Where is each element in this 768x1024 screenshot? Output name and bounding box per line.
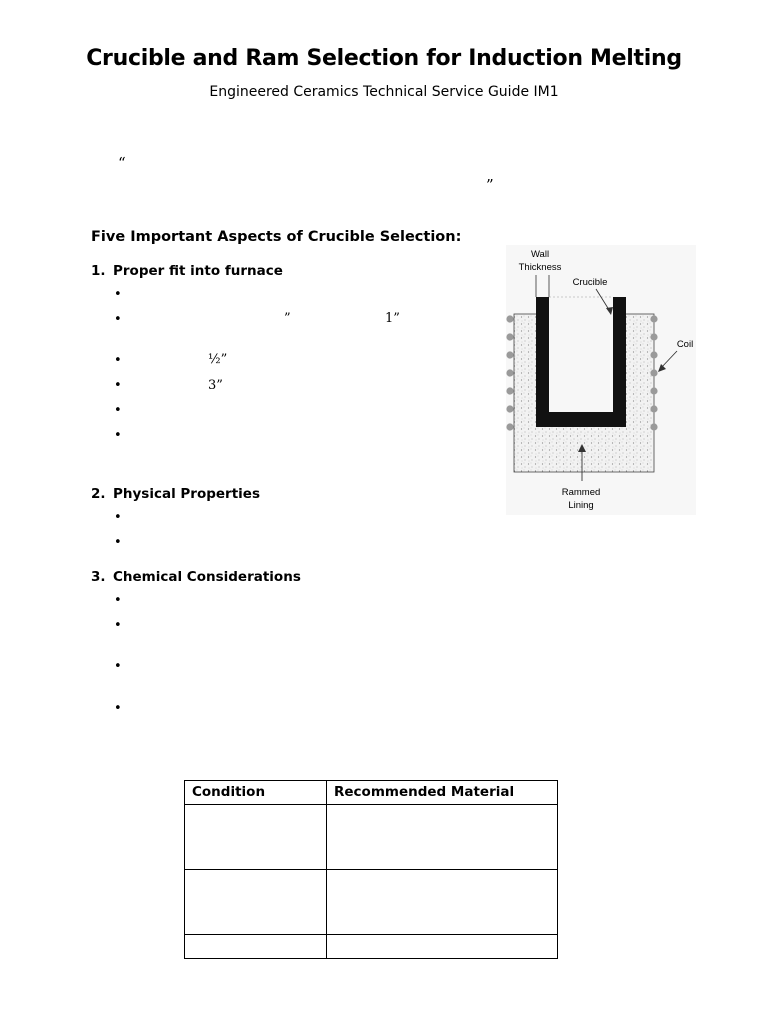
crucible-furnace-diagram xyxy=(506,245,696,515)
section-number: 2. xyxy=(91,486,106,502)
cell-material xyxy=(327,935,558,959)
section-title: Chemical Considerations xyxy=(113,569,301,585)
opening-quote-mark: “ xyxy=(118,154,126,172)
label-wall: Wall xyxy=(530,249,550,260)
one-inch-fragment: 1” xyxy=(385,311,400,326)
cell-condition xyxy=(185,870,327,935)
bullet: • xyxy=(114,312,122,327)
bullet: • xyxy=(114,287,122,302)
table-row xyxy=(185,805,558,870)
label-crucible: Crucible xyxy=(572,277,608,288)
bullet: • xyxy=(114,428,122,443)
cell-material xyxy=(327,870,558,935)
cell-material xyxy=(327,805,558,870)
bullet: • xyxy=(114,593,122,608)
section-number: 1. xyxy=(91,263,106,279)
label-rammed: Rammed xyxy=(561,487,601,498)
aspects-heading: Five Important Aspects of Crucible Selection: xyxy=(91,229,462,245)
header-condition: Condition xyxy=(185,781,327,805)
section-proper-fit xyxy=(91,263,283,279)
condition-material-table xyxy=(184,780,558,959)
bullet: • xyxy=(114,535,122,550)
label-lining: Lining xyxy=(568,500,594,511)
half-inch-fragment: ½” xyxy=(208,352,228,367)
bullet: • xyxy=(114,701,122,716)
section-chemical-considerations xyxy=(91,569,301,585)
bullet: • xyxy=(114,618,122,633)
bullet: • xyxy=(114,403,122,418)
page-subtitle: Engineered Ceramics Technical Service Guide IM1 xyxy=(209,84,559,100)
section-title: Physical Properties xyxy=(113,486,260,502)
bullet: • xyxy=(114,659,122,674)
bullet: • xyxy=(114,510,122,525)
label-thickness: Thickness xyxy=(518,262,562,273)
three-inch-fragment: 3” xyxy=(208,378,223,393)
bullet: • xyxy=(114,378,122,393)
section-physical-properties xyxy=(91,486,260,502)
section-title: Proper fit into furnace xyxy=(113,263,283,279)
crucible-interior xyxy=(549,297,613,412)
cell-condition xyxy=(185,935,327,959)
page-title: Crucible and Ram Selection for Induction Melting xyxy=(86,46,682,71)
bullet: • xyxy=(114,353,122,368)
quote-mark-fragment: ” xyxy=(284,311,291,326)
header-recommended-material: Recommended Material xyxy=(327,781,558,805)
cell-condition xyxy=(185,805,327,870)
table-row xyxy=(185,870,558,935)
table-row xyxy=(185,935,558,959)
closing-quote-mark: ” xyxy=(486,176,494,194)
table-header-row xyxy=(185,781,558,805)
section-number: 3. xyxy=(91,569,106,585)
label-coil: Coil xyxy=(676,339,694,350)
